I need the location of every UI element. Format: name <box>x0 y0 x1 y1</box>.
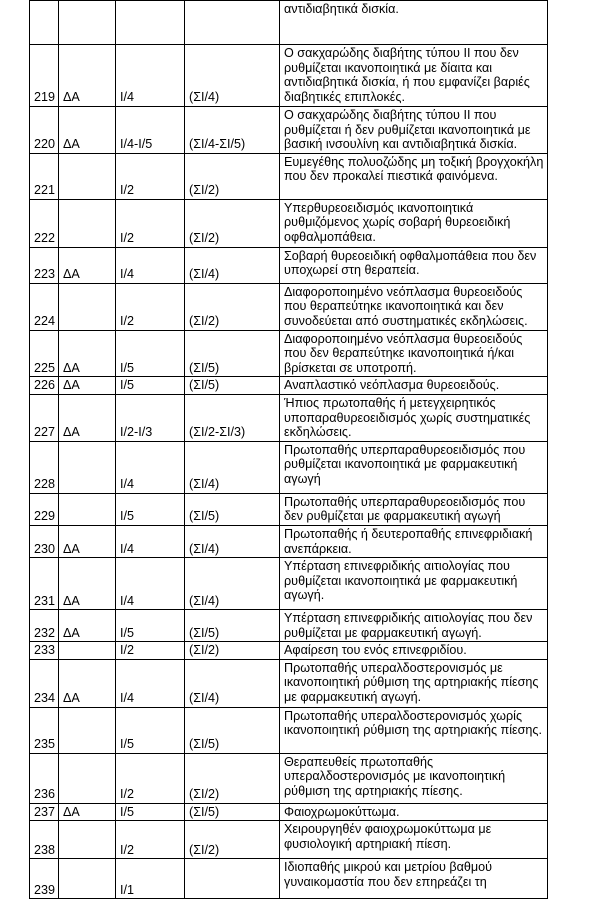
subcategory-cell: (ΣΙ/4-ΣΙ/5) <box>185 107 280 154</box>
description-cell: Αφαίρεση του ενός επινεφριδίου. <box>280 642 548 660</box>
table-row <box>30 441 548 493</box>
description-cell: Υπερθυρεοειδισμός ικανοποιητικά ρυθμιζόμενος χωρίς σοβαρή θυρεοειδική οφθαλμοπάθεια. <box>280 199 548 247</box>
article-number-cell: 237 <box>30 803 59 821</box>
category-cell: Ι/2 <box>116 283 185 330</box>
description-cell: Πρωτοπαθής ή δευτεροπαθής επινεφριδιακή ανεπάρκεια. <box>280 525 548 557</box>
mark-cell <box>59 493 116 525</box>
mark-cell <box>59 642 116 660</box>
table-row <box>30 247 548 283</box>
article-number-cell: 221 <box>30 153 59 199</box>
category-cell: Ι/4 <box>116 247 185 283</box>
category-cell: Ι/5 <box>116 803 185 821</box>
table-body <box>30 1 548 899</box>
category-cell: Ι/5 <box>116 330 185 377</box>
mark-cell: ΔΑ <box>59 659 116 707</box>
table-row <box>30 394 548 441</box>
table-row <box>30 642 548 660</box>
mark-cell: ΔΑ <box>59 394 116 441</box>
article-number-cell: 226 <box>30 377 59 395</box>
article-number-cell: 223 <box>30 247 59 283</box>
mark-cell <box>59 283 116 330</box>
description-cell: Πρωτοπαθής υπεραλδοστερονισμός με ικανοποιητική ρύθμιση της αρτηριακής πίεσης με φαρμακευτική αγωγή. <box>280 659 548 707</box>
category-cell: Ι/2 <box>116 199 185 247</box>
mark-cell <box>59 199 116 247</box>
description-cell: Υπέρταση επινεφριδικής αιτιολογίας που ρυθμίζεται ικανοποιητικά με φαρμακευτική αγωγή. <box>280 558 548 610</box>
category-cell: Ι/2-Ι/3 <box>116 394 185 441</box>
subcategory-cell: (ΣΙ/4) <box>185 441 280 493</box>
mark-cell: ΔΑ <box>59 525 116 557</box>
category-cell: Ι/5 <box>116 493 185 525</box>
subcategory-cell: (ΣΙ/2) <box>185 642 280 660</box>
article-number-cell: 228 <box>30 441 59 493</box>
table-row <box>30 45 548 107</box>
article-number-cell: 238 <box>30 821 59 859</box>
table-row <box>30 493 548 525</box>
subcategory-cell: (ΣΙ/4) <box>185 45 280 107</box>
subcategory-cell: (ΣΙ/4) <box>185 247 280 283</box>
article-number-cell: 224 <box>30 283 59 330</box>
mark-cell: ΔΑ <box>59 247 116 283</box>
subcategory-cell: (ΣΙ/2) <box>185 821 280 859</box>
mark-cell: ΔΑ <box>59 45 116 107</box>
description-cell: Υπέρταση επινεφριδικής αιτιολογίας που δεν ρυθμίζεται με φαρμακευτική αγωγή. <box>280 610 548 642</box>
subcategory-cell <box>185 859 280 899</box>
table-row <box>30 330 548 377</box>
description-cell: Χειρουργηθέν φαιοχρωμοκύττωμα με φυσιολογική αρτηριακή πίεση. <box>280 821 548 859</box>
description-cell: Διαφοροποιημένο νεόπλασμα θυρεοειδούς που θεραπεύτηκε ικανοποιητικά και δεν συνοδεύεται από συστηματικές εκδηλώσεις. <box>280 283 548 330</box>
description-cell: Ευμεγέθης πολυοζώδης μη τοξική βρογχοκήλη που δεν προκαλεί πιεστικά φαινόμενα. <box>280 153 548 199</box>
mark-cell <box>59 821 116 859</box>
description-cell: Πρωτοπαθής υπερπαραθυρεοειδισμός που δεν ρυθμίζεται με φαρμακευτική αγωγή <box>280 493 548 525</box>
table-row <box>30 525 548 557</box>
mark-cell <box>59 441 116 493</box>
table-row <box>30 803 548 821</box>
classification-table <box>29 0 548 899</box>
subcategory-cell: (ΣΙ/2-ΣΙ/3) <box>185 394 280 441</box>
subcategory-cell <box>185 1 280 45</box>
category-cell: Ι/4 <box>116 558 185 610</box>
subcategory-cell: (ΣΙ/2) <box>185 753 280 803</box>
category-cell: Ι/5 <box>116 610 185 642</box>
description-cell: αντιδιαβητικά δισκία. <box>280 1 548 45</box>
category-cell: Ι/4-Ι/5 <box>116 107 185 154</box>
table-row <box>30 377 548 395</box>
table-row <box>30 859 548 899</box>
category-cell: Ι/4 <box>116 659 185 707</box>
category-cell: Ι/2 <box>116 642 185 660</box>
category-cell: Ι/4 <box>116 441 185 493</box>
subcategory-cell: (ΣΙ/5) <box>185 330 280 377</box>
subcategory-cell: (ΣΙ/2) <box>185 153 280 199</box>
category-cell: Ι/1 <box>116 859 185 899</box>
subcategory-cell: (ΣΙ/5) <box>185 707 280 753</box>
table-row <box>30 1 548 45</box>
subcategory-cell: (ΣΙ/5) <box>185 610 280 642</box>
article-number-cell: 232 <box>30 610 59 642</box>
category-cell: Ι/4 <box>116 45 185 107</box>
mark-cell: ΔΑ <box>59 803 116 821</box>
article-number-cell: 220 <box>30 107 59 154</box>
article-number-cell: 233 <box>30 642 59 660</box>
article-number-cell <box>30 1 59 45</box>
mark-cell: ΔΑ <box>59 610 116 642</box>
table-row <box>30 153 548 199</box>
description-cell: Φαιοχρωμοκύττωμα. <box>280 803 548 821</box>
table-row <box>30 558 548 610</box>
article-number-cell: 236 <box>30 753 59 803</box>
category-cell: Ι/2 <box>116 821 185 859</box>
subcategory-cell: (ΣΙ/4) <box>185 558 280 610</box>
table-row <box>30 283 548 330</box>
article-number-cell: 225 <box>30 330 59 377</box>
description-cell: Πρωτοπαθής υπερπαραθυρεοειδισμός που ρυθμίζεται ικανοποιητικά με φαρμακευτική αγωγή <box>280 441 548 493</box>
description-cell: Αναπλαστικό νεόπλασμα θυρεοειδούς. <box>280 377 548 395</box>
subcategory-cell: (ΣΙ/5) <box>185 493 280 525</box>
table-row <box>30 753 548 803</box>
subcategory-cell: (ΣΙ/2) <box>185 199 280 247</box>
article-number-cell: 234 <box>30 659 59 707</box>
mark-cell <box>59 753 116 803</box>
description-cell: Πρωτοπαθής υπεραλδοστερονισμός χωρίς ικανοποιητική ρύθμιση της αρτηριακής πίεσης. <box>280 707 548 753</box>
description-cell: Ο σακχαρώδης διαβήτης τύπου ΙΙ που ρυθμίζεται ή δεν ρυθμίζεται ικανοποιητικά με βασική ινσουλίνη και αντιδιαβητικά δισκία. <box>280 107 548 154</box>
description-cell: Σοβαρή θυρεοειδική οφθαλμοπάθεια που δεν υποχωρεί στη θεραπεία. <box>280 247 548 283</box>
article-number-cell: 229 <box>30 493 59 525</box>
article-number-cell: 231 <box>30 558 59 610</box>
mark-cell <box>59 153 116 199</box>
subcategory-cell: (ΣΙ/5) <box>185 803 280 821</box>
mark-cell <box>59 859 116 899</box>
article-number-cell: 239 <box>30 859 59 899</box>
table-row <box>30 610 548 642</box>
subcategory-cell: (ΣΙ/2) <box>185 283 280 330</box>
description-cell: Διαφοροποιημένο νεόπλασμα θυρεοειδούς που δεν θεραπεύτηκε ικανοποιητικά ή/και βρίσκεται σε υποτροπή. <box>280 330 548 377</box>
article-number-cell: 227 <box>30 394 59 441</box>
table-row <box>30 199 548 247</box>
description-cell: Θεραπευθείς πρωτοπαθής υπεραλδοστερονισμός με ικανοποιητική ρύθμιση της αρτηριακής πίεσης. <box>280 753 548 803</box>
table-row <box>30 707 548 753</box>
article-number-cell: 235 <box>30 707 59 753</box>
article-number-cell: 219 <box>30 45 59 107</box>
article-number-cell: 230 <box>30 525 59 557</box>
subcategory-cell: (ΣΙ/4) <box>185 525 280 557</box>
description-cell: Ο σακχαρώδης διαβήτης τύπου ΙΙ που δεν ρυθμίζεται ικανοποιητικά με δίαιτα και αντιδιαβητικά δισκία, ή που εμφανίζει βαριές διαβητικές επιπλοκές. <box>280 45 548 107</box>
mark-cell <box>59 1 116 45</box>
mark-cell: ΔΑ <box>59 377 116 395</box>
subcategory-cell: (ΣΙ/5) <box>185 377 280 395</box>
category-cell: Ι/2 <box>116 153 185 199</box>
category-cell: Ι/2 <box>116 753 185 803</box>
mark-cell: ΔΑ <box>59 330 116 377</box>
category-cell: Ι/4 <box>116 525 185 557</box>
description-cell: Ιδιοπαθής μικρού και μετρίου βαθμού γυναικομαστία που δεν επηρεάζει τη <box>280 859 548 899</box>
category-cell <box>116 1 185 45</box>
category-cell: Ι/5 <box>116 377 185 395</box>
category-cell: Ι/5 <box>116 707 185 753</box>
table-row <box>30 107 548 154</box>
table-row <box>30 659 548 707</box>
mark-cell <box>59 707 116 753</box>
subcategory-cell: (ΣΙ/4) <box>185 659 280 707</box>
table-row <box>30 821 548 859</box>
mark-cell: ΔΑ <box>59 107 116 154</box>
description-cell: Ήπιος πρωτοπαθής ή μετεγχειρητικός υποπαραθυρεοειδισμός χωρίς συστηματικές εκδηλώσεις. <box>280 394 548 441</box>
article-number-cell: 222 <box>30 199 59 247</box>
mark-cell: ΔΑ <box>59 558 116 610</box>
